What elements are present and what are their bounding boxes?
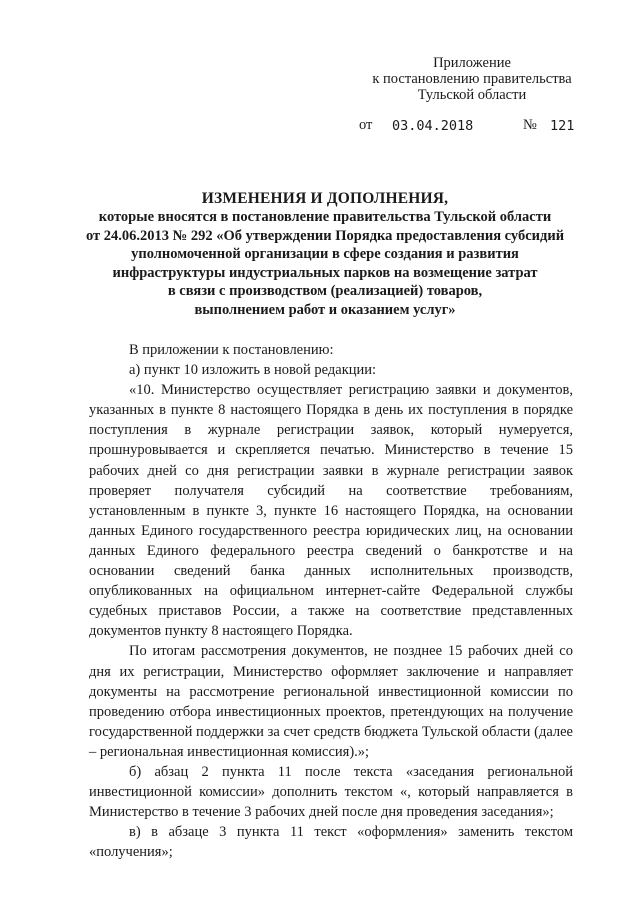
number-label: № <box>523 117 537 133</box>
date-number-line <box>0 117 639 135</box>
paragraph-item-a: а) пункт 10 изложить в новой редакции: <box>129 362 377 379</box>
document-title <box>80 189 570 320</box>
subtitle-line: в связи с производством (реализацией) товаров, <box>167 283 483 300</box>
subtitle-line: от 24.06.2013 № 292 «Об утверждении Порядка предоставления субсидий <box>85 227 565 244</box>
appendix-line: Тульской области <box>417 87 527 103</box>
document-number: 121 <box>550 118 575 134</box>
paragraph-intro: В приложении к постановлению: <box>129 342 334 358</box>
appendix-note <box>362 55 582 103</box>
subtitle-line: которые вносятся в постановление правительства Тульской области <box>98 209 552 225</box>
paragraph-item-b: б) абзац 2 пункта 11 после текста «заседания региональной инвестиционной комиссии» дополнить текстом «, который направляется в Министерство в течение 3 рабочих дней после дня проведения заседания»; <box>89 763 573 821</box>
title-heading: ИЗМЕНЕНИЯ И ДОПОЛНЕНИЯ, <box>201 190 449 207</box>
paragraph-clause-10: «10. Министерство осуществляет регистрацию заявки и документов, указанных в пункте 8 настоящего Порядка в день их поступления в порядке поступления в журнале регистрации заявок, который нумеруется, прошнуровывается и скрепляется печатью. Министерство в течение 15 рабочих дней со дня регистрации заявки в журнале регистрации заявок проверяет получателя субсидий на соответствие требованиям, установленным в пункте 3, пункте 16 настоящего Порядка, на основании данных Единого государственного реестра юридических лиц, на основании данных Единого федерального реестра сведений о банкротстве и на основании сведений банка данных исполнительных производств, опубликованных на официальном интернет-сайте Федеральной службы судебных приставов России, а также на соответствие представленных документов пункту 8 настоящего Порядка. <box>89 382 573 640</box>
from-label: от <box>359 117 373 133</box>
subtitle-line: инфраструктуры индустриальных парков на возмещение затрат <box>112 264 538 281</box>
subtitle-line: выполнением работ и оказанием услуг» <box>194 301 456 318</box>
appendix-line: к постановлению правительства <box>372 71 572 87</box>
paragraph-item-c: в) в абзаце 3 пункта 11 текст «оформления» заменить текстом «получения»; <box>89 824 573 861</box>
subtitle-line: уполномоченной организации в сфере создания и развития <box>131 246 519 263</box>
appendix-line: Приложение <box>433 55 511 71</box>
paragraph-review-results: По итогам рассмотрения документов, не позднее 15 рабочих дней со дня их регистрации, Министерство оформляет заключение и направляет документы на рассмотрение региональной инвестиционной комиссии по проведению отбора инвестиционных проектов, претендующих на получение государственной поддержки за счет средств бюджета Тульской области (далее – региональная инвестиционная комиссия).»; <box>89 643 573 760</box>
document-body <box>89 340 573 862</box>
document-date: 03.04.2018 <box>392 118 474 134</box>
